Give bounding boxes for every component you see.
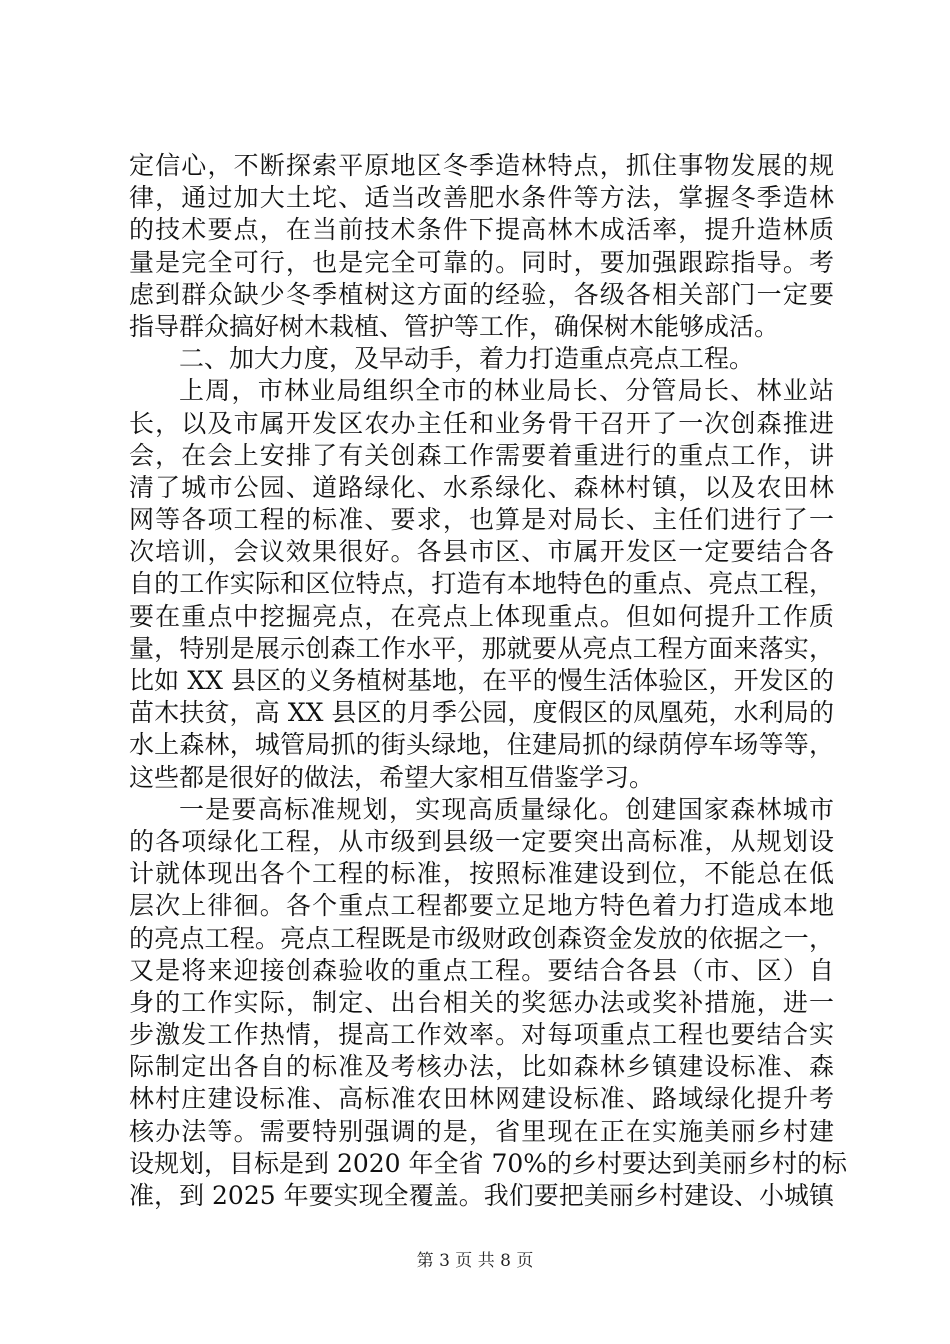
text-line: 准，到 2025 年要实现全覆盖。我们要把美丽乡村建设、小城镇 <box>129 1181 834 1210</box>
text-line: 网等各项工程的标准、要求，也算是对局长、主任们进行了一 <box>129 505 834 535</box>
text-line: 步激发工作热情，提高工作效率。对每项重点工程也要结合实 <box>129 1020 834 1050</box>
text-line: 又是将来迎接创森验收的重点工程。要结合各县（市、区）自 <box>129 955 834 985</box>
text-line: 的亮点工程。亮点工程既是市级财政创森资金发放的依据之一， <box>129 923 834 953</box>
text-line: 层次上徘徊。各个重点工程都要立足地方特色着力打造成本地 <box>129 891 834 921</box>
text-line: 比如 XX 县区的义务植树基地，在平的慢生活体验区，开发区的 <box>129 666 834 695</box>
text-line: 身的工作实际，制定、出台相关的奖惩办法或奖补措施，进一 <box>129 987 834 1017</box>
text-line: 林村庄建设标准、高标准农田林网建设标准、路域绿化提升考 <box>129 1084 834 1114</box>
text-line: 水上森林，城管局抓的街头绿地，住建局抓的绿荫停车场等等， <box>129 730 834 760</box>
text-line: 自的工作实际和区位特点，打造有本地特色的重点、亮点工程， <box>129 569 834 599</box>
document-body <box>129 150 848 1212</box>
text-line: 际制定出各自的标准及考核办法，比如森林乡镇建设标准、森 <box>129 1052 834 1082</box>
text-line: 指导群众搞好树木栽植、管护等工作，确保树木能够成活。 <box>129 311 780 341</box>
text-line: 的技术要点，在当前技术条件下提高林木成活率，提升造林质 <box>129 215 834 245</box>
text-line: 计就体现出各个工程的标准，按照标准建设到位，不能总在低 <box>129 859 834 889</box>
text-line: 上周，市林业局组织全市的林业局长、分管局长、林业站 <box>179 376 834 406</box>
text-line: 定信心，不断探索平原地区冬季造林特点，抓住事物发展的规 <box>129 151 834 180</box>
text-line: 这些都是很好的做法，希望大家相互借鉴学习。 <box>129 762 655 792</box>
text-line: 会，在会上安排了有关创森工作需要着重进行的重点工作，讲 <box>129 440 834 470</box>
text-line: 的各项绿化工程，从市级到县级一定要突出高标准，从规划设 <box>129 826 834 856</box>
text-line: 苗木扶贫，高 XX 县区的月季公园，度假区的凤凰苑，水利局的 <box>129 698 834 728</box>
text-line: 一是要高标准规划，实现高质量绿化。创建国家森林城市 <box>179 794 834 824</box>
text-line: 量是完全可行，也是完全可靠的。同时，要加强跟踪指导。考 <box>129 247 834 277</box>
text-line: 虑到群众缺少冬季植树这方面的经验，各级各相关部门一定要 <box>129 279 834 309</box>
text-line: 律，通过加大土坨、适当改善肥水条件等方法，掌握冬季造林 <box>129 183 834 213</box>
text-line: 二、加大力度，及早动手，着力打造重点亮点工程。 <box>179 344 755 374</box>
text-line: 核办法等。需要特别强调的是，省里现在正在实施美丽乡村建 <box>129 1116 834 1146</box>
text-line: 清了城市公园、道路绿化、水系绿化、森林村镇，以及农田林 <box>129 472 834 502</box>
page-footer: 第 3 页 共 8 页 <box>416 1251 534 1271</box>
text-line: 次培训，会议效果很好。各县市区、市属开发区一定要结合各 <box>129 537 834 567</box>
text-line: 量，特别是展示创森工作水平，那就要从亮点工程方面来落实， <box>129 633 834 663</box>
text-line: 长，以及市属开发区农办主任和业务骨干召开了一次创森推进 <box>129 408 834 438</box>
text-line: 要在重点中挖掘亮点，在亮点上体现重点。但如何提升工作质 <box>129 601 834 631</box>
text-line: 设规划，目标是到 2020 年全省 70%的乡村要达到美丽乡村的标 <box>129 1148 848 1178</box>
